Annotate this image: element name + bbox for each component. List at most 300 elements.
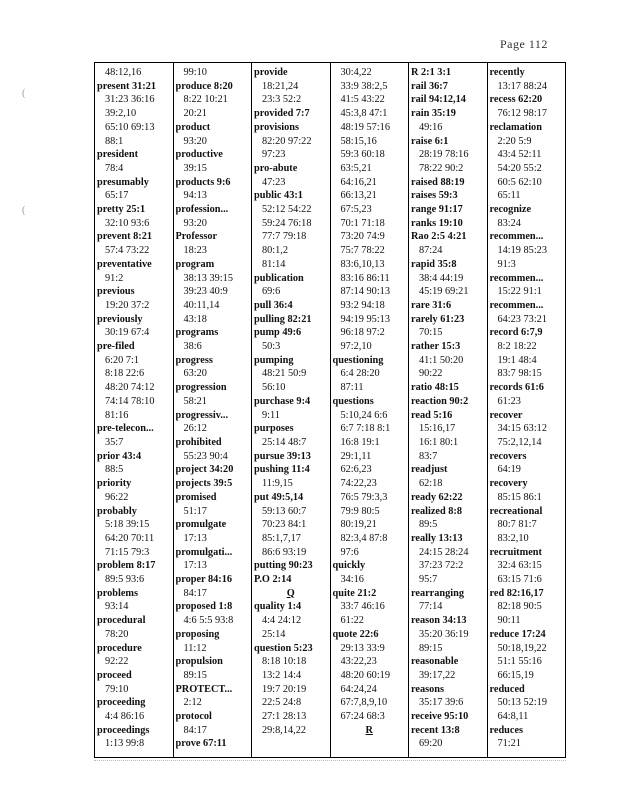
index-term: prior 43:4 xyxy=(97,450,142,462)
index-term: produce 8:20 xyxy=(175,80,233,92)
page-line-reference: 78:20 xyxy=(105,628,129,640)
page-line-reference: 6:4 28:20 xyxy=(340,368,380,380)
page-line-reference: 93:20 xyxy=(183,217,207,229)
page-line-reference: 78:22 90:2 xyxy=(419,162,464,174)
page-line-reference: 11:9,15 xyxy=(262,478,293,490)
page-line-reference: 58:15,16 xyxy=(340,135,377,147)
index-term: pushing 11:4 xyxy=(254,464,310,476)
page-line-reference: 61:23 xyxy=(497,395,521,407)
page-line-reference: 63:20 xyxy=(183,368,207,380)
index-term: promised xyxy=(175,491,217,503)
page-line-reference: 77:7 79:18 xyxy=(262,231,307,243)
index-term: rain 35:19 xyxy=(411,108,456,120)
page-line-reference: 65:17 xyxy=(105,190,129,202)
page-line-reference: 65:10 69:13 xyxy=(105,121,155,133)
index-term: recommen... xyxy=(489,231,544,243)
page-line-reference: 25:14 xyxy=(262,628,286,640)
index-term: present 31:21 xyxy=(97,80,157,92)
index-term: putting 90:23 xyxy=(254,560,313,572)
page-line-reference: 93:2 94:18 xyxy=(340,299,385,311)
page-line-reference: 9:11 xyxy=(262,409,280,421)
index-term: reasons xyxy=(411,683,444,695)
index-term: pre-filed xyxy=(97,341,135,353)
page-line-reference: 89:5 xyxy=(419,519,438,531)
page-line-reference: 48:21 50:9 xyxy=(262,368,307,380)
page-bottom-rule xyxy=(94,760,566,765)
page-line-reference: 84:17 xyxy=(183,587,207,599)
margin-mark: ( xyxy=(22,205,26,216)
page-line-reference: 83:16 86:11 xyxy=(340,272,390,284)
index-column-5 xyxy=(409,63,488,757)
page-line-reference: 28:19 78:16 xyxy=(419,149,469,161)
index-term: recently xyxy=(489,67,525,78)
index-term: provisions xyxy=(254,121,300,133)
page-line-reference: 34:15 63:12 xyxy=(497,423,547,435)
page-line-reference: 33:9 38:2,5 xyxy=(340,80,388,92)
page-line-reference: 78:4 xyxy=(105,162,124,174)
word-index-grid xyxy=(94,62,566,758)
index-term: readjust xyxy=(411,464,448,476)
index-term: really 13:13 xyxy=(411,532,463,544)
index-column-6 xyxy=(488,63,567,757)
page-line-reference: 80:7 81:7 xyxy=(497,519,537,531)
index-term: procedure xyxy=(97,642,142,654)
page-line-reference: 19:1 48:4 xyxy=(497,354,537,366)
page-line-reference: 39:15 xyxy=(183,162,207,174)
index-term: recovery xyxy=(489,478,528,490)
page-line-reference: 71:21 xyxy=(497,738,521,750)
page-line-reference: 41:1 50:20 xyxy=(419,354,464,366)
page-line-reference: 76:12 98:17 xyxy=(497,108,547,120)
page-line-reference: 35:7 xyxy=(105,436,124,448)
index-term: ready 62:22 xyxy=(411,491,463,503)
index-term: raised 88:19 xyxy=(411,176,465,188)
page-line-reference: 4:4 86:16 xyxy=(105,711,145,723)
page-line-reference: 50:18,19,22 xyxy=(497,642,547,654)
page-line-reference: 6:20 7:1 xyxy=(105,354,140,366)
index-term: proposed 1:8 xyxy=(175,601,233,613)
index-term: reason 34:13 xyxy=(411,615,467,627)
page-line-reference: 97:23 xyxy=(262,149,286,161)
index-term: reduce 17:24 xyxy=(489,628,546,640)
index-term: reduces xyxy=(489,724,524,736)
page-line-reference: 51:17 xyxy=(183,505,207,517)
page-line-reference: 74:22,23 xyxy=(340,478,377,490)
page-line-reference: 50:13 52:19 xyxy=(497,697,547,709)
page-line-reference: 89:15 xyxy=(183,669,207,681)
page-line-reference: 89:5 93:6 xyxy=(105,574,145,586)
page-line-reference: 75:2,12,14 xyxy=(497,436,542,448)
page-line-reference: 18:21,24 xyxy=(262,80,299,92)
page-line-reference: 48:19 57:16 xyxy=(340,121,390,133)
page-line-reference: 69:20 xyxy=(419,738,443,750)
page-line-reference: 70:1 71:18 xyxy=(340,217,385,229)
index-term: rearranging xyxy=(411,587,465,599)
index-term: programs xyxy=(175,327,219,339)
section-letter: Q xyxy=(286,587,295,599)
page-line-reference: 13:17 88:24 xyxy=(497,80,547,92)
page-line-reference: 35:17 39:6 xyxy=(419,697,464,709)
page-line-reference: 81:14 xyxy=(262,258,286,270)
page-line-reference: 95:7 xyxy=(419,574,438,586)
index-term: progressiv... xyxy=(175,409,229,421)
index-term: progress xyxy=(175,354,213,366)
index-term: previously xyxy=(97,313,143,325)
page-line-reference: 76:5 79:3,3 xyxy=(340,491,388,503)
page-line-reference: 79:9 80:5 xyxy=(340,505,380,517)
page-line-reference: 13:2 14:4 xyxy=(262,669,302,681)
index-term: projects 39:5 xyxy=(175,478,233,490)
index-term: quickly xyxy=(332,560,366,572)
index-term: rail 36:7 xyxy=(411,80,448,92)
index-term: quote 22:6 xyxy=(332,628,379,640)
page-line-reference: 4:4 24:12 xyxy=(262,615,302,627)
index-term: rail 94:12,14 xyxy=(411,94,466,106)
page-line-reference: 87:14 90:13 xyxy=(340,286,390,298)
page-line-reference: 67:24 68:3 xyxy=(340,711,385,723)
index-term: quality 1:4 xyxy=(254,601,302,613)
page-line-reference: 88:5 xyxy=(105,464,124,476)
page-line-reference: 43:4 52:11 xyxy=(497,149,542,161)
index-term: publication xyxy=(254,272,304,284)
index-term: PROTECT... xyxy=(175,683,233,695)
page-line-reference: 5:18 39:15 xyxy=(105,519,150,531)
page-line-reference: 93:14 xyxy=(105,601,129,613)
index-term: proposing xyxy=(175,628,220,640)
index-term: recreational xyxy=(489,505,543,517)
index-term: recognize xyxy=(489,204,532,216)
page-line-reference: 19:20 37:2 xyxy=(105,299,150,311)
index-term: records 61:6 xyxy=(489,382,544,394)
page-line-reference: 59:24 76:18 xyxy=(262,217,312,229)
page-line-reference: 32:4 63:15 xyxy=(497,560,542,572)
page-line-reference: 27:1 28:13 xyxy=(262,711,307,723)
index-term: prohibited xyxy=(175,436,222,448)
index-term: problems xyxy=(97,587,139,599)
page-line-reference: 8:18 10:18 xyxy=(262,656,307,668)
index-term: ratio 48:15 xyxy=(411,382,459,394)
page-line-reference: 52:12 54:22 xyxy=(262,204,312,216)
page-line-reference: 22:5 24:8 xyxy=(262,697,302,709)
index-column-3 xyxy=(252,63,331,757)
index-term: pulling 82:21 xyxy=(254,313,312,325)
page-line-reference: 74:14 78:10 xyxy=(105,395,155,407)
page-line-reference: 8:2 18:22 xyxy=(497,341,537,353)
page-line-reference: 43:18 xyxy=(183,313,207,325)
page-line-reference: 54:20 55:2 xyxy=(497,162,542,174)
page-line-reference: 19:7 20:19 xyxy=(262,683,307,695)
page-line-reference: 67:7,8,9,10 xyxy=(340,697,388,709)
page-line-reference: 67:5,23 xyxy=(340,204,372,216)
index-term: pull 36:4 xyxy=(254,299,293,311)
page-line-reference: 6:7 7:18 8:1 xyxy=(340,423,391,435)
index-term: priority xyxy=(97,478,132,490)
index-term: proceeding xyxy=(97,697,146,709)
page-line-reference: 83:7 xyxy=(419,450,438,462)
index-term: pump 49:6 xyxy=(254,327,302,339)
page-line-reference: 83:7 98:15 xyxy=(497,368,542,380)
page-line-reference: 90:22 xyxy=(419,368,443,380)
page-line-reference: 2:20 5:9 xyxy=(497,135,532,147)
index-term: realized 8:8 xyxy=(411,505,462,517)
index-term: quite 21:2 xyxy=(332,587,377,599)
page-line-reference: 15:16,17 xyxy=(419,423,456,435)
page-line-reference: 25:14 48:7 xyxy=(262,436,307,448)
page-line-reference: 58:21 xyxy=(183,395,207,407)
page-line-reference: 11:12 xyxy=(183,642,207,654)
index-term: promulgate xyxy=(175,519,227,531)
index-term: Rao 2:5 4:21 xyxy=(411,231,467,243)
page-line-reference: 64:19 xyxy=(497,464,521,476)
index-term: red 82:16,17 xyxy=(489,587,544,599)
index-term: propulsion xyxy=(175,656,223,668)
page-line-reference: 15:22 91:1 xyxy=(497,286,542,298)
index-term: reclamation xyxy=(489,121,542,133)
index-term: president xyxy=(97,149,139,161)
index-term: provide xyxy=(254,67,288,78)
page-line-reference: 35:20 36:19 xyxy=(419,628,469,640)
index-term: rare 31:6 xyxy=(411,299,452,311)
page-line-reference: 69:6 xyxy=(262,286,281,298)
index-term: provided 7:7 xyxy=(254,108,310,120)
page-line-reference: 45:19 69:21 xyxy=(419,286,469,298)
index-term: proceed xyxy=(97,669,132,681)
page-line-reference: 80:19,21 xyxy=(340,519,377,531)
page-line-reference: 33:7 46:16 xyxy=(340,601,385,613)
page-line-reference: 63:5,21 xyxy=(340,162,372,174)
page-line-reference: 59:3 60:18 xyxy=(340,149,385,161)
index-term: pretty 25:1 xyxy=(97,204,146,216)
page-line-reference: 16:8 19:1 xyxy=(340,436,380,448)
section-letter: R xyxy=(365,724,373,736)
page-line-reference: 70:23 84:1 xyxy=(262,519,307,531)
page-line-reference: 59:13 60:7 xyxy=(262,505,307,517)
page-line-reference: 77:14 xyxy=(419,601,443,613)
page-line-reference: 57:4 73:22 xyxy=(105,245,150,257)
page-line-reference: 48:20 74:12 xyxy=(105,382,155,394)
index-term: questions xyxy=(332,395,374,407)
index-term: recent 13:8 xyxy=(411,724,460,736)
page-line-reference: 97:2,10 xyxy=(340,341,372,353)
index-term: proper 84:16 xyxy=(175,574,233,586)
page-line-reference: 82:3,4 87:8 xyxy=(340,532,388,544)
page-line-reference: 79:10 xyxy=(105,683,129,695)
page-line-reference: 88:1 xyxy=(105,135,124,147)
index-column-2 xyxy=(174,63,253,757)
page-line-reference: 82:18 90:5 xyxy=(497,601,542,613)
index-term: purchase 9:4 xyxy=(254,395,311,407)
index-term: pre-telecon... xyxy=(97,423,154,435)
index-term: recruitment xyxy=(489,546,542,558)
index-term: probably xyxy=(97,505,137,517)
page-line-reference: 8:22 10:21 xyxy=(183,94,228,106)
page-line-reference: 48:12,16 xyxy=(105,67,142,78)
index-term: rather 15:3 xyxy=(411,341,461,353)
page-line-reference: 32:10 93:6 xyxy=(105,217,150,229)
index-term: questioning xyxy=(332,354,384,366)
page-line-reference: 91:2 xyxy=(105,272,124,284)
index-term: promulgati... xyxy=(175,546,233,558)
index-term: range 91:17 xyxy=(411,204,463,216)
index-term: receive 95:10 xyxy=(411,711,469,723)
page-line-reference: 62:18 xyxy=(419,478,443,490)
page-line-reference: 26:12 xyxy=(183,423,207,435)
page-line-reference: 82:20 97:22 xyxy=(262,135,312,147)
page-line-reference: 90:11 xyxy=(497,615,521,627)
index-term: reaction 90:2 xyxy=(411,395,469,407)
page-line-reference: 43:22,23 xyxy=(340,656,377,668)
index-term: recover xyxy=(489,409,523,421)
page-line-reference: 84:17 xyxy=(183,724,207,736)
page-line-reference: 99:10 xyxy=(183,67,207,78)
page-line-reference: 62:6,23 xyxy=(340,464,372,476)
page-line-reference: 66:15,19 xyxy=(497,669,534,681)
page-line-reference: 39:2,10 xyxy=(105,108,137,120)
index-term: productive xyxy=(175,149,223,161)
index-term: pumping xyxy=(254,354,294,366)
margin-mark: ( xyxy=(22,88,26,99)
page-line-reference: 80:1,2 xyxy=(262,245,289,257)
index-term: pursue 39:13 xyxy=(254,450,311,462)
page-line-reference: 63:15 71:6 xyxy=(497,574,542,586)
index-term: rarely 61:23 xyxy=(411,313,465,325)
page-line-reference: 2:12 xyxy=(183,697,202,709)
page-line-reference: 75:7 78:22 xyxy=(340,245,385,257)
index-column-4 xyxy=(331,63,410,757)
page-line-reference: 48:20 60:19 xyxy=(340,669,390,681)
page-line-reference: 50:3 xyxy=(262,341,281,353)
page-line-reference: 96:18 97:2 xyxy=(340,327,385,339)
index-term: P.O 2:14 xyxy=(254,574,292,586)
page-line-reference: 39:17,22 xyxy=(419,669,456,681)
page-line-reference: 89:15 xyxy=(419,642,443,654)
page-line-reference: 40:11,14 xyxy=(183,299,220,311)
index-term: put 49:5,14 xyxy=(254,491,304,503)
page-line-reference: 97:6 xyxy=(340,546,359,558)
page-line-reference: 38:6 xyxy=(183,341,202,353)
page-line-reference: 94:13 xyxy=(183,190,207,202)
page-line-reference: 55:23 90:4 xyxy=(183,450,228,462)
page-line-reference: 47:23 xyxy=(262,176,286,188)
page-line-reference: 71:15 79:3 xyxy=(105,546,150,558)
page-line-reference: 23:3 52:2 xyxy=(262,94,302,106)
index-term: profession... xyxy=(175,204,229,216)
index-term: project 34:20 xyxy=(175,464,234,476)
page-line-reference: 14:19 85:23 xyxy=(497,245,547,257)
page-line-reference: 92:22 xyxy=(105,656,129,668)
page-line-reference: 94:19 95:13 xyxy=(340,313,390,325)
index-term: proceedings xyxy=(97,724,150,736)
index-term: products 9:6 xyxy=(175,176,231,188)
page-line-reference: 1:13 99:8 xyxy=(105,738,145,750)
index-term: pro-abute xyxy=(254,162,298,174)
page-line-reference: 61:22 xyxy=(340,615,364,627)
index-term: prove 67:11 xyxy=(175,738,227,750)
index-term: product xyxy=(175,121,211,133)
index-term: Professor xyxy=(175,231,218,243)
index-term: question 5:23 xyxy=(254,642,313,654)
index-term: R 2:1 3:1 xyxy=(411,67,452,78)
index-term: recommen... xyxy=(489,272,544,284)
index-term: rapid 35:8 xyxy=(411,258,457,270)
index-term: previous xyxy=(97,286,135,298)
index-term: program xyxy=(175,258,215,270)
index-term: raises 59:3 xyxy=(411,190,458,202)
page-line-reference: 20:21 xyxy=(183,108,207,120)
page-line-reference: 51:1 55:16 xyxy=(497,656,542,668)
page-line-reference: 30:19 67:4 xyxy=(105,327,150,339)
page-line-reference: 64:23 73:21 xyxy=(497,313,547,325)
page-line-reference: 70:15 xyxy=(419,327,443,339)
page-number-label: Page 112 xyxy=(500,37,548,51)
page-line-reference: 96:22 xyxy=(105,491,129,503)
index-term: protocol xyxy=(175,711,212,723)
index-term: reduced xyxy=(489,683,525,695)
page-line-reference: 64:8,11 xyxy=(497,711,529,723)
index-term: presumably xyxy=(97,176,149,188)
index-term: progression xyxy=(175,382,227,394)
page-line-reference: 93:20 xyxy=(183,135,207,147)
page-line-reference: 30:4,22 xyxy=(340,67,372,78)
index-term: read 5:16 xyxy=(411,409,453,421)
index-term: recovers xyxy=(489,450,527,462)
page-line-reference: 81:16 xyxy=(105,409,129,421)
page-line-reference: 45:3,8 47:1 xyxy=(340,108,388,120)
page-line-reference: 41:5 43:22 xyxy=(340,94,385,106)
page-line-reference: 83:6,10,13 xyxy=(340,258,385,270)
page-line-reference: 87:11 xyxy=(340,382,364,394)
page-line-reference: 29:8,14,22 xyxy=(262,724,307,736)
index-term: recommen... xyxy=(489,299,544,311)
page-line-reference: 64:24,24 xyxy=(340,683,377,695)
page-line-reference: 29:1,11 xyxy=(340,450,372,462)
page-line-reference: 4:6 5:5 93:8 xyxy=(183,615,234,627)
page-line-reference: 17:13 xyxy=(183,532,207,544)
page-line-reference: 85:1,7,17 xyxy=(262,532,301,544)
page-line-reference: 64:16,21 xyxy=(340,176,377,188)
index-term: purposes xyxy=(254,423,294,435)
page-line-reference: 60:5 62:10 xyxy=(497,176,542,188)
page-line-reference: 56:10 xyxy=(262,382,286,394)
page-line-reference: 5:10,24 6:6 xyxy=(340,409,388,421)
index-column-1 xyxy=(94,63,174,757)
page-line-reference: 8:18 22:6 xyxy=(105,368,145,380)
page-line-reference: 17:13 xyxy=(183,560,207,572)
index-term: procedural xyxy=(97,615,146,627)
page-line-reference: 65:11 xyxy=(497,190,521,202)
page-line-reference: 39:23 40:9 xyxy=(183,286,228,298)
page-line-reference: 64:20 70:11 xyxy=(105,532,155,544)
page-line-reference: 34:16 xyxy=(340,574,364,586)
index-term: reasonable xyxy=(411,656,459,668)
page-line-reference: 38:13 39:15 xyxy=(183,272,233,284)
page-line-reference: 73:20 74:9 xyxy=(340,231,385,243)
page-line-reference: 18:23 xyxy=(183,245,207,257)
page-line-reference: 38:4 44:19 xyxy=(419,272,464,284)
index-term: ranks 19:10 xyxy=(411,217,463,229)
index-term: prevent 8:21 xyxy=(97,231,153,243)
page-line-reference: 85:15 86:1 xyxy=(497,491,542,503)
index-term: raise 6:1 xyxy=(411,135,449,147)
page-line-reference: 87:24 xyxy=(419,245,443,257)
index-term: record 6:7,9 xyxy=(489,327,543,339)
index-term: preventative xyxy=(97,258,152,270)
page-line-reference: 83:24 xyxy=(497,217,521,229)
page-line-reference: 83:2,10 xyxy=(497,532,529,544)
page-line-reference: 37:23 72:2 xyxy=(419,560,464,572)
page-line-reference: 16:1 80:1 xyxy=(419,436,459,448)
page-line-reference: 91:3 xyxy=(497,258,516,270)
